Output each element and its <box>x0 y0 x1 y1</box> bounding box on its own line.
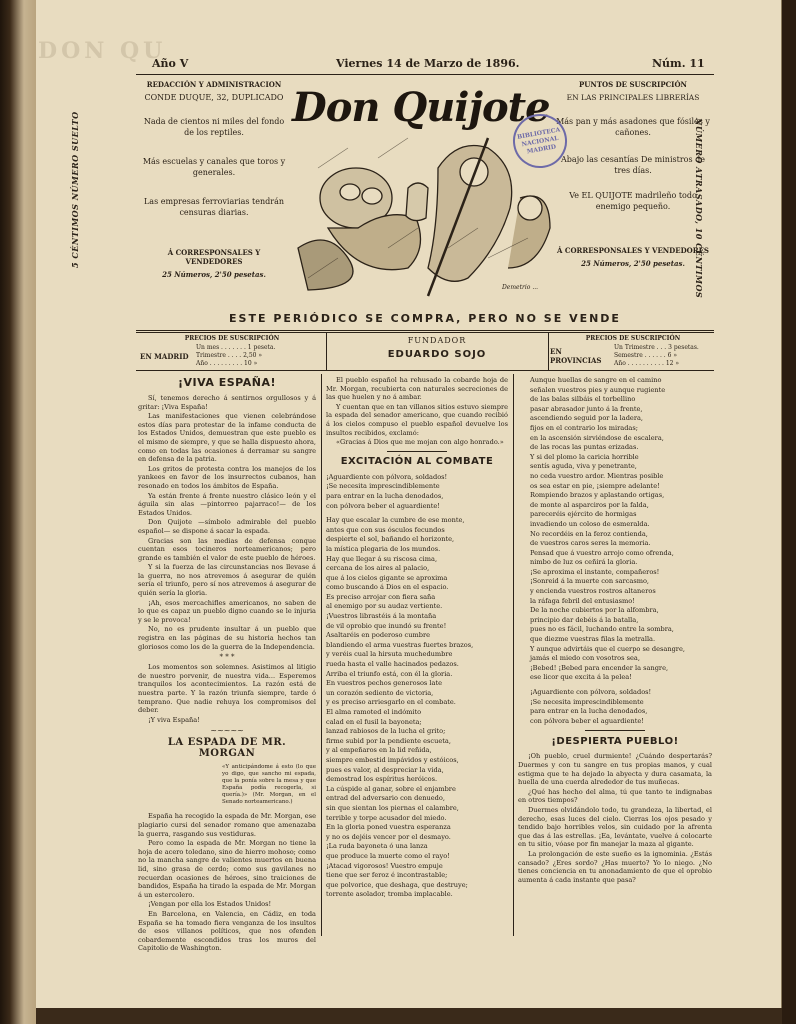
section-rule <box>585 730 645 731</box>
verse-line: lanzad rabiosos de la lucha el grito; <box>326 727 446 736</box>
subscription-points-title: PUNTOS DE SUSCRIPCIÓN <box>579 80 687 89</box>
verse-line: sin que sientan los piernas el calambre, <box>326 803 459 812</box>
verse-line: Arriba el triunfo está, con él la gloria. <box>326 669 453 678</box>
verse-line: ¡Vuestros librastéis á la montaña <box>326 612 437 621</box>
band-top-rule <box>136 330 714 331</box>
verse-line: pareceréis ejército de hormigas <box>530 510 637 519</box>
left-price: 25 Números, 2'50 pesetas. <box>162 270 266 279</box>
verse-line: la ráfaga febril del entusiasmo! <box>530 596 635 605</box>
subs-prov-rate: Un Trimestre . . . 3 pesetas. <box>614 344 699 351</box>
paragraph: ¡Y viva España! <box>148 715 200 724</box>
issue-number: Núm. 11 <box>652 57 705 70</box>
section-rule <box>387 451 447 452</box>
subs-prov-rate: Año . . . . . . . . . . 12 » <box>614 360 680 367</box>
verse-line: Pensad que á vuestro arrojo como ofrenda, <box>530 548 674 557</box>
verse-line: y no os dejéis vencer por el desmayo. <box>326 832 451 841</box>
article-title-viva-espana: ¡VIVA ESPAÑA! <box>178 376 276 389</box>
founder-label: FUNDADOR <box>407 336 467 345</box>
verse-line: un corazón sediento de victoria, <box>326 688 434 697</box>
paragraph: ¡Oh pueblo, cruel durmiente! ¿Cuándo despertarás? Duermes y con tu sangre en tus propias manos, y cual estigma que te ha dejado la abyecta y dura casamata, la huella de una cuerda alrededor de tus muñecas. <box>518 752 712 787</box>
verse-line: como buscando á Dios en el espacio. <box>326 583 449 592</box>
verse-line: principio dar debéis á la batalla, <box>530 615 639 624</box>
verse-line: y es preciso arriesgarlo en el combate. <box>326 698 456 707</box>
verse-line: de vil oprobio que inundó su frente! <box>326 621 447 630</box>
verse-line: ascendiendo seguid por la ladera, <box>530 414 644 423</box>
verse-line: calad en el fusil la bayoneta; <box>326 717 422 726</box>
subs-madrid-rate: Un mes . . . . . . . 1 peseta. <box>196 344 276 351</box>
verse-line: con pólvora beber el aguardiente! <box>530 716 644 725</box>
verse-line: que á los cielos gigante se aproxima <box>326 573 448 582</box>
column-rule-2 <box>513 374 514 936</box>
admin-title: REDACCIÓN Y ADMINISTRACION <box>146 80 282 89</box>
tagline: ESTE PERIÓDICO SE COMPRA, PERO NO SE VENDE <box>229 312 621 325</box>
masthead-logo: Don Quijote <box>292 84 550 131</box>
ornament-divider: ~~~~~ <box>210 726 244 736</box>
verse-line: con pólvora beber el aguardiente! <box>326 501 440 510</box>
left-vertical-price: 5 CÉNTIMOS NÚMERO SUELTO <box>70 111 80 268</box>
verse-line: ¡Aguardiente con pólvora, soldados! <box>530 688 652 696</box>
verse-line: no ceda vuestro ardor. Mientras posible <box>530 471 664 480</box>
paragraph: ¡Ah, esos mercachifles americanos, no saben de lo que es capaz un pueblo digno cuando se le injuria y se le provoca! <box>138 598 316 624</box>
paragraph: El pueblo español ha rehusado la cobarde hoja de Mr. Morgan, recubierta con naturales secreciones de las que huelen y no á ambar. <box>326 376 508 402</box>
paragraph: Ya están frente á frente nuestro clásico león y el águila sin alas —pintorreo pajarraco!— de los Estados Unidos. <box>138 491 316 517</box>
article-title-espada: LA ESPADA DE MR. MORGAN <box>167 737 287 760</box>
verse-line: nimbo de luz os ceñirá la gloria. <box>530 558 638 567</box>
verse-line: Aunque huellas de sangre en el camino <box>530 376 662 384</box>
verse-line: de monte al asparciros por la falda, <box>530 500 649 509</box>
paragraph: ¡Vengan por ella los Estados Unidos! <box>148 900 272 909</box>
verse-line: de vuestros caros seres la memoria. <box>530 539 651 548</box>
right-motto-3: Ve EL QUIJOTE madrileño todo enemigo pequeño. <box>569 191 697 211</box>
library-stamp: BIBLIOTECA NACIONAL MADRID <box>509 110 572 173</box>
verse-line: de las balas silbáis el torbellino <box>530 395 636 404</box>
right-motto-2: Abajo las cesantías De ministros de tres días. <box>561 155 705 175</box>
verse-line: ¡Atacad vigorosos! Vuestro empuje <box>326 861 443 870</box>
verse-line: de las rocas las puntas erizadas. <box>530 443 639 452</box>
verse-line: terrible y torpe acusador del miedo. <box>326 813 447 822</box>
subs-prov-label: EN PROVINCIAS <box>550 347 602 365</box>
verse-line: ¡Bebed! ¡Bebed para encender la sangre, <box>530 663 669 672</box>
subs-madrid-rate: Trimestre . . . . 2,50 » <box>196 352 263 359</box>
paragraph: España ha recogido la espada de Mr. Morgan, ese plagiario cursi del senador romano que amenazaba la guerra, rasgando sus vestiduras. <box>138 812 316 838</box>
verse-line: tiene que ser feroz é incontrastable; <box>326 871 448 880</box>
verse-line: en la ascensión sirviéndose de escalera, <box>530 433 664 442</box>
verse-line: sentís aguda, viva y penetrante, <box>530 462 637 471</box>
verse-line: y encienda vuestros rostros altaneros <box>530 587 656 596</box>
verse-line: siempre embestid impávidos y estóicos, <box>326 755 459 764</box>
founder-name: EDUARDO SOJO <box>387 349 487 360</box>
paragraph: ¿Qué has hecho del alma, tú que tanto te indignabas en otros tiempos? <box>518 787 712 805</box>
verse-line: firme subid por la pendiente escueta, <box>326 736 451 745</box>
header-rule <box>136 74 714 75</box>
right-corresp: Á CORRESPONSALES Y VENDEDORES <box>557 246 709 255</box>
verse-line: pasar abrasador junto á la frente, <box>530 404 643 413</box>
verse-line: ¡Aguardiente con pólvora, soldados! <box>326 472 448 481</box>
paragraph: Los momentos son solemnes. Asistimos al litigio de nuestro porvenir, de nuestra vida... Esperemos tranquilos los acontecimientos. La razón está de nuestra parte. Y la razón triunfa siempre, tarde ó temprano. Que nadie rehuya los compromisos del deber. <box>138 663 316 715</box>
verse-line: Hay que escalar la cumbre de ese monte, <box>326 516 465 525</box>
verse-line: La cúspide al ganar, sobre el enjambre <box>326 784 456 793</box>
subscription-points: EN LAS PRINCIPALES LIBRERÍAS <box>566 93 700 102</box>
subs-madrid-rates <box>196 344 275 368</box>
band-divider-right <box>548 333 549 370</box>
subs-prov-rates <box>614 344 699 368</box>
verse-line: Rompiendo brazos y aplastando ortigas, <box>530 491 665 500</box>
verse-line: Y aunque advirtáis que el cuerpo se desangre, <box>530 644 685 653</box>
paragraph: Y si la fuerza de las circunstancias nos llevase á la guerra, no nos atrevemos á asegurar de quién sería el triunfo, pero sí nos atrevemos á asegurar de quién sería la gloria. <box>138 563 316 598</box>
paragraph: Y cuentan que en tan villanos sitios estuvo siempre la espada del senador americano, que cuando recibió á los cielos compuso el pueblo español devuelve los insultos recibidos, exclamó: <box>326 402 508 437</box>
left-motto-2: Más escuelas y canales que toros y generales. <box>142 157 286 177</box>
column-1 <box>138 376 316 953</box>
verse-line: Hay que llegar á su riscosa cima, <box>326 554 438 563</box>
article-title-despierta: ¡DESPIERTA PUEBLO! <box>551 736 679 748</box>
subs-madrid-rate: Año . . . . . . . . . 10 » <box>196 360 258 367</box>
paragraph: Pero como la espada de Mr. Morgan no tiene la hoja de acero toledano, sino de hierro mohoso; como no la mancha sangre de valientes muertos en buena lid, sino grasa de cerdo; como sus gavilanes no recuerdan ocasiones de héroes, sino traiciones de bandidos, España ha tirado la espada de Mr. Morgan á un estercolero. <box>138 839 316 899</box>
article-title-excitacion: EXCITACIÓN AL COMBATE <box>340 455 494 467</box>
verse-line: que polvorice, que deshaga, que destruye; <box>326 880 468 889</box>
verse-line: que produce la muerte como el rayo! <box>326 851 450 860</box>
verse-line: ¡La ruda bayoneta ó una lanza <box>326 842 428 851</box>
paragraph: Sí, tenemos derecho á sentirnos orgullosos y á gritar: ¡Viva España! <box>138 394 316 411</box>
verse-line: rueda hasta el valle hacinados pedazos. <box>326 660 459 669</box>
verse-line: ¡Se necesita imprescindiblemente <box>530 697 644 706</box>
paragraph: Los gritos de protesta contra los manejos de los yankees en favor de los insurrectos cubanos, han resonado en todos los ámbitos de España. <box>138 464 316 490</box>
verse-line: señalen vuestros pies y aunque rugiente <box>530 385 666 394</box>
artist-signature: Demetrio ... <box>502 284 539 291</box>
verse-line: El alma ramoted el indómito <box>326 708 422 716</box>
verse-line: y veréis cual la hirsuta muchedumbre <box>326 650 453 659</box>
issue-date: Viernes 14 de Marzo de 1896. <box>336 57 520 70</box>
verse-line: para entrar en la lucha denodados, <box>326 491 444 500</box>
verse-line: ¡Se necesita imprescindiblemente <box>326 482 440 491</box>
paragraph: En Barcelona, en Valencia, en Cádiz, en toda España se ha tomado fiera venganza de los insultos de esos villanos políticos, que nos ofenden cobardemente escondidos tras los muros del Capitolio de Washington. <box>138 909 316 953</box>
subs-madrid-title: PRECIOS DE SUSCRIPCIÓN <box>184 335 280 342</box>
verse-line: Asaltaréis en poderoso cumbre <box>326 631 431 640</box>
column-2 <box>326 376 508 942</box>
column-3 <box>518 376 712 942</box>
verse-line: la mística plegaria de los mundos. <box>326 544 441 553</box>
paragraph: Gracias son las medias de defensa conque cuentan esos tocineros norteamericanos; pero grande es también el valor de este pueblo de héroes. <box>138 536 316 562</box>
verse-line: En vuestros pechos generosos late <box>326 679 442 688</box>
verse-line: para entrar en la lucha denodados, <box>530 707 648 716</box>
subs-prov-title: PRECIOS DE SUSCRIPCIÓN <box>585 335 681 342</box>
band-top-rule-2 <box>136 332 714 333</box>
verse-line: invadiendo un coloso de esmeralda. <box>530 519 650 528</box>
left-corresp: Á CORRESPONSALES Y VENDEDORES <box>167 248 261 266</box>
admin-address: CONDE DUQUE, 32, DUPLICADO <box>144 93 284 102</box>
right-vertical-price: NÚMERO ATRASADO, 10 CÉNTIMOS <box>694 118 704 299</box>
verse-line: y al empeñaros en la lid reñida, <box>326 746 432 755</box>
right-info-block <box>554 80 712 268</box>
epigraph: «Y anticipándome á esto (lo que yo digo, que sancho mi espada, que la ponía sobre la mesa y que España podía recogerla, si quería.)» (Mr. Morgan, en el Senado norteamericano.) <box>222 764 316 806</box>
founder-block <box>328 336 546 360</box>
verse-line: ese licor que excita á la pelea! <box>530 673 632 682</box>
paragraph: «Gracias á Dios que me mojan con algo honrado.» <box>336 438 504 447</box>
right-motto-1: Más pan y más asadones que fósiles y cañones. <box>556 117 710 137</box>
paragraph: Don Quijote —símbolo admirable del pueblo español— se dispone á sacar la espada. <box>138 518 316 535</box>
left-motto-1: Nada de cientos ni miles del fondo de los reptiles. <box>143 117 285 137</box>
bleed-through-mark: DON QU <box>38 38 167 64</box>
verse-line: cercana de los aires al palacio, <box>326 564 430 573</box>
subs-prov-rate: Semestre . . . . . . 6 » <box>614 352 677 359</box>
verse-line: fijos en el contrario los miradas; <box>530 423 638 432</box>
verse-line: No recordéis en la feroz contienda, <box>530 529 648 538</box>
poem-continuation <box>518 376 712 725</box>
verse-line: Y si del plomo la caricia horrible <box>530 452 639 461</box>
paragraph: No, no es prudente insultar á un pueblo que registra en las páginas de su historia hechos tan gloriosos como los de la guerra de la Independencia. <box>138 625 316 651</box>
band-bottom-rule <box>136 370 714 371</box>
verse-line: En la gloria poned vuestra esperanza <box>326 823 451 832</box>
poem-excitacion <box>326 473 508 899</box>
paragraph: La prolongación de este sueño es la ignominia. ¿Estás cansado? ¿Eres sordo? ¿Has muerto? Yo lo niego. ¿No tienes conciencia en tu anonadamiento de que el oprobio aumenta á cada instante que pasa? <box>518 849 712 884</box>
band-divider-left <box>326 333 327 370</box>
verse-line: entrad del adversario con denuedo, <box>326 794 445 803</box>
verse-line: ¡Se aproxima el instante, compañeros! <box>530 567 660 576</box>
paragraph: Las manifestaciones que vienen celebrándose estos días para protestar de la infame conducta de los Estados Unidos, demuestran que este pueblo es el mismo de siempre, y que se halla dispuesto ahora, como en todas las ocasiones á derramar su sangre en defensa de la patria. <box>138 412 316 464</box>
book-binding <box>0 0 36 1024</box>
verse-line: demostrad los espíritus heróicos. <box>326 775 438 784</box>
verse-line: al enemigo por su audaz vertiente. <box>326 602 443 611</box>
verse-line: pues no es fácil, luchando entre la sombra, <box>530 625 674 634</box>
subs-madrid <box>140 334 324 368</box>
verse-line: pues es valor, al despreciar la vida, <box>326 765 444 774</box>
verse-line: Es preciso arrojar con fiera saña <box>326 592 436 601</box>
scan-edge <box>782 0 796 1024</box>
verse-line: De la noche cubiertos por la alfombra, <box>530 606 659 615</box>
verse-line: torrente asolador, tromba implacable. <box>326 890 453 899</box>
right-price: 25 Números, 2'50 pesetas. <box>581 259 685 268</box>
verse-line: que diezme vuestras filas la metralla. <box>530 635 656 644</box>
newspaper-page <box>36 0 782 1008</box>
column-rule-1 <box>321 374 322 936</box>
verse-line: os sea estar en pie, ¡siempre adelante! <box>530 481 660 490</box>
paragraph: Duermes olvidándolo todo, tu grandeza, la libertad, el derecho, esas luces del cielo. Cierras los ojos pesado y tendido bajo horribles velos, sin cuidado por la afrenta que das á las estrellas. ¡Ea, levántate, vuelve á colocarte en tu sitio, vóase por fin manejar la maza al gigante. <box>518 805 712 849</box>
subs-madrid-label: EN MADRID <box>140 351 189 361</box>
asterism-divider: * * * <box>219 653 235 662</box>
subs-provincias <box>550 334 716 368</box>
left-motto-3: Las empresas ferroviarias tendrán censuras diarias. <box>143 197 285 217</box>
verse-line: jamás el miedo con vosotros sea, <box>530 654 640 663</box>
verse-line: despierte el sol, bañando el horizonte, <box>326 535 455 544</box>
year-label: Año V <box>152 57 189 70</box>
verse-line: ¡Sonreid á la muerte con sarcasmo, <box>530 577 650 586</box>
verse-line: blandiendo el arma vuestras fuertes brazos, <box>326 640 474 649</box>
left-info-block <box>140 80 288 279</box>
verse-line: antes que con sus ósculos fecundos <box>326 525 445 534</box>
